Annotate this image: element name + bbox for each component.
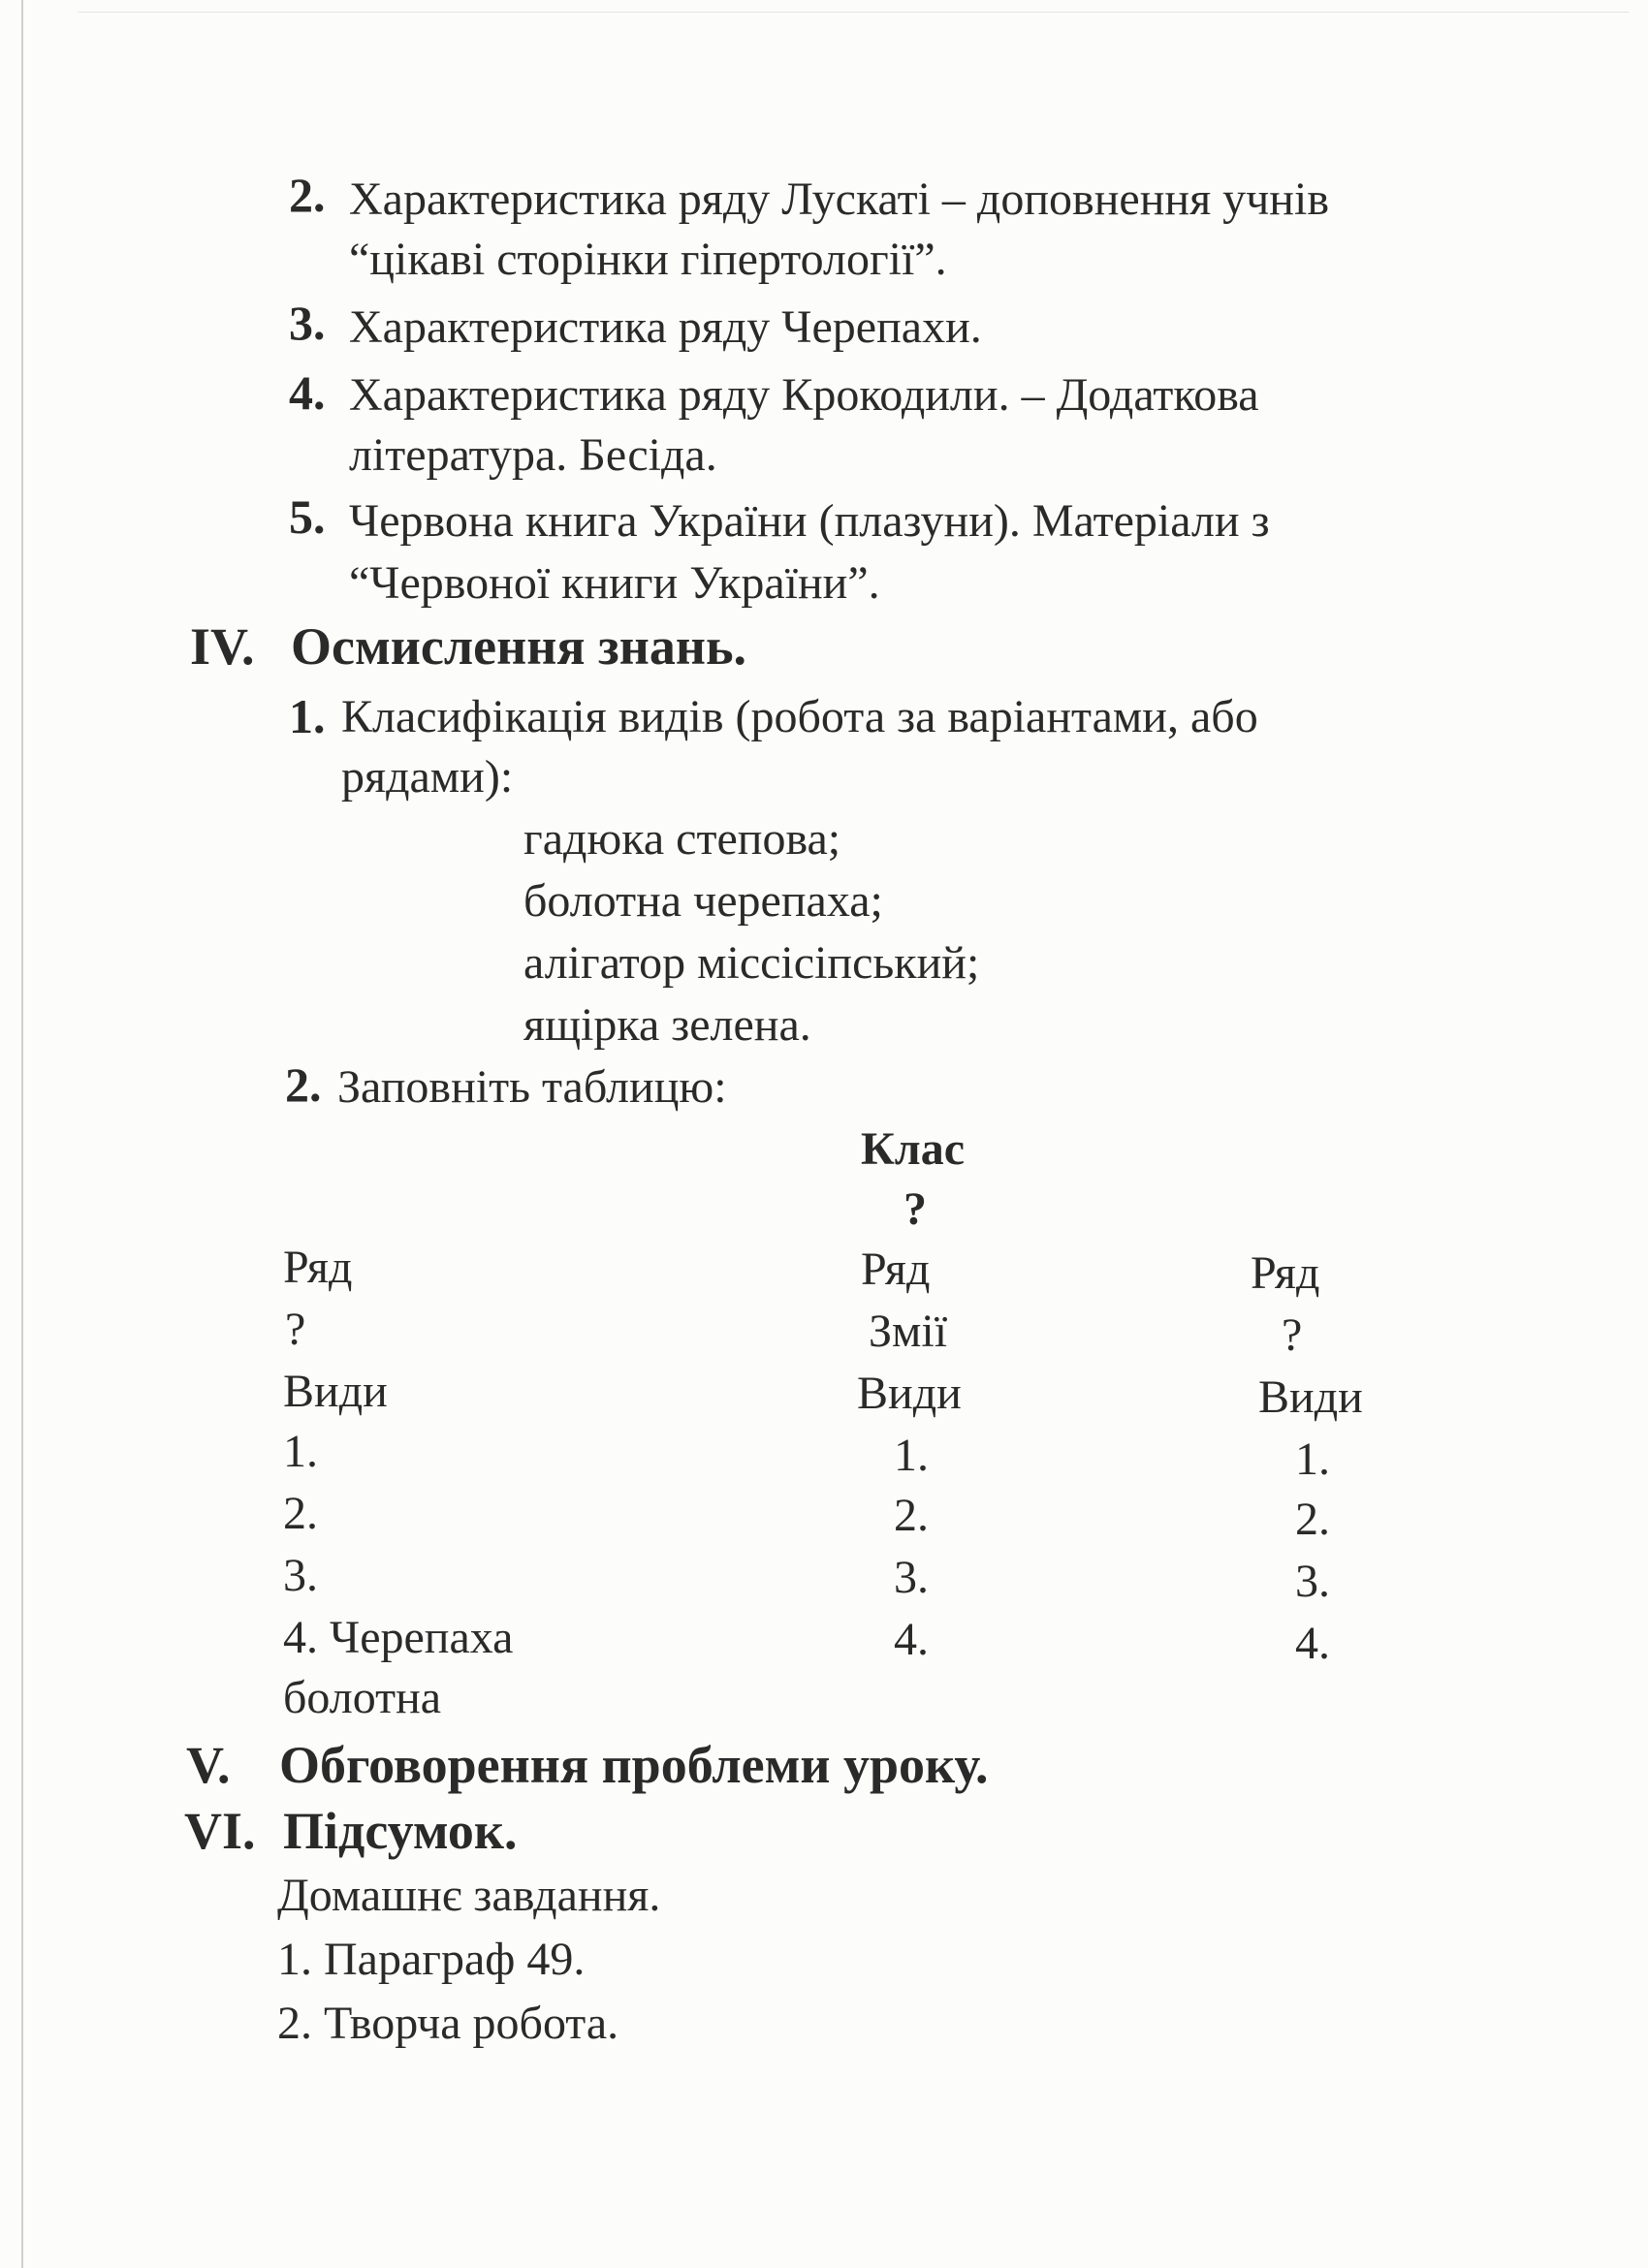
item-text: Заповніть таблицю:: [337, 1061, 727, 1113]
item-number: 1.: [289, 689, 326, 743]
cell: 2.: [1295, 1494, 1330, 1545]
species-item: гадюка степова;: [523, 813, 841, 865]
item-number: 3.: [289, 296, 326, 350]
cell: Змії: [869, 1306, 948, 1357]
cell: 4. Черепаха: [283, 1612, 514, 1663]
section-heading: Осмислення знань.: [291, 617, 747, 676]
cell: Ряд: [861, 1244, 931, 1295]
item-text: література. Бесіда.: [349, 429, 717, 481]
section-heading: Підсумок.: [283, 1802, 518, 1860]
item-text: “Червоної книги України”.: [349, 557, 880, 609]
cell: Види: [1258, 1371, 1363, 1423]
class-label: Клас: [861, 1123, 966, 1175]
item-text: Класифікація видів (робота за варіантами, або: [341, 691, 1258, 742]
cell: Ряд: [283, 1242, 353, 1293]
cell: ?: [285, 1304, 306, 1355]
cell: Види: [857, 1368, 962, 1419]
homework-title: Домашнє завдання.: [277, 1870, 661, 1921]
item-number: 2.: [285, 1057, 322, 1112]
cell: 1.: [1295, 1433, 1330, 1485]
cell: ?: [1282, 1309, 1303, 1361]
item-text: “цікаві сторінки гіпертології”.: [349, 234, 947, 285]
section-roman: VI.: [184, 1802, 256, 1860]
scan-edge: [21, 0, 23, 2268]
cell: 1.: [894, 1430, 929, 1481]
species-item: болотна черепаха;: [523, 875, 883, 927]
item-text: Характеристика ряду Крокодили. – Додаткова: [349, 369, 1259, 421]
section-roman: IV.: [190, 617, 255, 676]
cell: 3.: [283, 1550, 318, 1601]
item-number: 4.: [289, 365, 326, 420]
cell: 3.: [894, 1552, 929, 1603]
scan-edge-top: [78, 12, 1629, 13]
homework-item: 2. Творча робота.: [277, 1998, 619, 2049]
section-roman: V.: [186, 1736, 231, 1794]
homework-item: 1. Параграф 49.: [277, 1934, 586, 1985]
item-text: рядами):: [341, 751, 514, 803]
cell: 3.: [1295, 1556, 1330, 1607]
item-text: Характеристика ряду Черепахи.: [349, 301, 982, 353]
cell: 1.: [283, 1426, 318, 1477]
item-number: 5.: [289, 489, 326, 544]
cell: Види: [283, 1366, 388, 1417]
cell: 4.: [1295, 1618, 1330, 1669]
species-item: алігатор міссісіпський;: [523, 937, 980, 989]
item-number: 2.: [289, 168, 326, 222]
cell: 2.: [283, 1488, 318, 1539]
item-text: Червона книга України (плазуни). Матеріали з: [349, 495, 1270, 547]
cell: 2.: [894, 1490, 929, 1541]
item-text: Характеристика ряду Лускаті – доповнення учнів: [349, 173, 1329, 225]
cell: Ряд: [1251, 1247, 1320, 1299]
cell: 4.: [894, 1614, 929, 1665]
species-item: ящірка зелена.: [523, 999, 811, 1051]
cell: болотна: [283, 1672, 442, 1723]
class-question: ?: [903, 1183, 927, 1235]
section-heading: Обговорення проблеми уроку.: [279, 1736, 989, 1794]
